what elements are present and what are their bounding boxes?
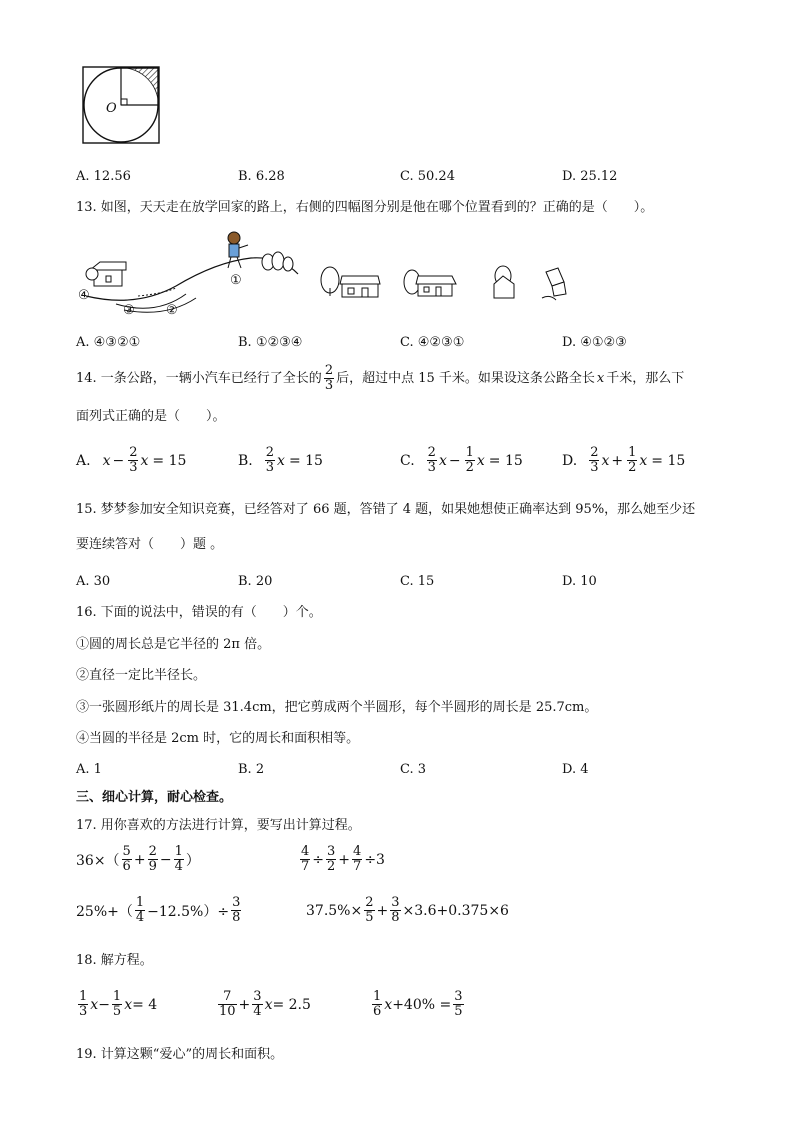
q17-expression-1: 36×（ $\frac{5}{6}$ + $\frac{2}{9}$ − $\frac{1}{4}$ ） xyxy=(76,844,200,874)
fraction-two-thirds: $\frac{2}{3}$ xyxy=(324,363,334,393)
view-1-image xyxy=(320,264,384,302)
q12-option-d[interactable]: D. 25.12 xyxy=(562,169,618,184)
marker-2: ② xyxy=(166,303,178,318)
marker-1: ① xyxy=(230,273,242,288)
q16-statement-1: ①圆的周长总是它半径的 2π 倍。 xyxy=(76,637,271,652)
q16-statement-2: ②直径一定比半径长。 xyxy=(76,668,207,683)
q18-equation-2: $\frac{7}{10}$ + $\frac{3}{4}$ x = 2.5 xyxy=(219,989,311,1019)
q16-option-b[interactable]: B. 2 xyxy=(238,762,265,777)
q17-expression-4: 37.5%× $\frac{2}{5}$ + $\frac{3}{8}$ ×3.6+0.375×6 xyxy=(306,895,509,925)
q14-stem-part-b: 后，超过中点 15 千米。如果设这条公路全长 xyxy=(336,370,595,386)
q19-stem: 19. 计算这颗“爱心”的周长和面积。 xyxy=(76,1047,284,1062)
q18-equation-3: $\frac{1}{6}$ x +40% = $\frac{3}{5}$ xyxy=(373,989,463,1019)
q12-option-c[interactable]: C. 50.24 xyxy=(400,169,455,184)
q14-stem-line2: 面列式正确的是（ ）。 xyxy=(76,409,226,424)
q13-stem: 13. 如图，天天走在放学回家的路上，右侧的四幅图分别是他在哪个位置看到的？正确的是（ ）。 xyxy=(76,200,654,215)
q13-option-a[interactable]: A. ④③②① xyxy=(76,335,141,350)
view-3-image xyxy=(486,264,520,302)
center-label: O xyxy=(106,101,117,116)
q16-statement-4: ④当圆的半径是 2cm 时，它的周长和面积相等。 xyxy=(76,731,360,746)
q16-option-a[interactable]: A. 1 xyxy=(76,762,102,777)
q14-stem-part-c: 千米，那么下 xyxy=(606,370,685,386)
q16-statement-3: ③一张圆形纸片的周长是 31.4cm，把它剪成两个半圆形，每个半圆形的周长是 25.7cm。 xyxy=(76,700,598,715)
view-2-image xyxy=(402,266,462,302)
q14-option-c[interactable]: C. $\frac{2}{3}$ x − $\frac{1}{2}$ x = 15 xyxy=(400,445,523,475)
q13-option-c[interactable]: C. ④②③① xyxy=(400,335,465,350)
q12-option-b[interactable]: B. 6.28 xyxy=(238,169,285,184)
q14-option-b[interactable]: B. $\frac{2}{3}$ x = 15 xyxy=(238,445,323,475)
q15-option-d[interactable]: D. 10 xyxy=(562,574,597,589)
q13-option-b[interactable]: B. ①②③④ xyxy=(238,335,303,350)
quarter-circle-figure xyxy=(82,66,162,146)
marker-4: ④ xyxy=(78,288,90,303)
q14-variable: x xyxy=(596,370,605,386)
q17-expression-2: $\frac{4}{7}$ ÷ $\frac{3}{2}$ + $\frac{4}{7}$ ÷3 xyxy=(301,844,385,874)
section-3-title: 三、细心计算，耐心检查。 xyxy=(76,790,233,805)
q16-option-d[interactable]: D. 4 xyxy=(562,762,589,777)
marker-3: ③ xyxy=(123,303,135,318)
q17-stem: 17. 用你喜欢的方法进行计算，要写出计算过程。 xyxy=(76,818,361,833)
route-illustration xyxy=(76,226,306,321)
q15-option-a[interactable]: A. 30 xyxy=(76,574,111,589)
q14-option-a[interactable]: A. x − $\frac{2}{3}$ x = 15 xyxy=(76,445,187,475)
view-4-image xyxy=(538,264,572,304)
q13-option-d[interactable]: D. ④①②③ xyxy=(562,335,627,350)
q17-expression-3: 25%+（ $\frac{1}{4}$ −12.5%）÷ $\frac{3}{8}$ xyxy=(76,895,241,925)
q15-option-c[interactable]: C. 15 xyxy=(400,574,435,589)
q14-stem-part-a: 14. 一条公路，一辆小汽车已经行了全长的 xyxy=(76,370,322,386)
q16-option-c[interactable]: C. 3 xyxy=(400,762,427,777)
q16-stem: 16. 下面的说法中，错误的有（ ）个。 xyxy=(76,605,322,620)
q14-stem-line1 xyxy=(76,364,684,393)
q12-option-a[interactable]: A. 12.56 xyxy=(76,169,131,184)
q18-stem: 18. 解方程。 xyxy=(76,953,153,968)
q15-option-b[interactable]: B. 20 xyxy=(238,574,273,589)
q15-line1: 15. 梦梦参加安全知识竞赛，已经答对了 66 题，答错了 4 题，如果她想使正确率达到 95%，那么她至少还 xyxy=(76,502,696,517)
q15-line2: 要连续答对（ ）题 。 xyxy=(76,537,224,552)
q14-option-d[interactable]: D. $\frac{2}{3}$ x + $\frac{1}{2}$ x = 15 xyxy=(562,445,686,475)
q18-equation-1: $\frac{1}{3}$ x − $\frac{1}{5}$ x = 4 xyxy=(79,989,158,1019)
